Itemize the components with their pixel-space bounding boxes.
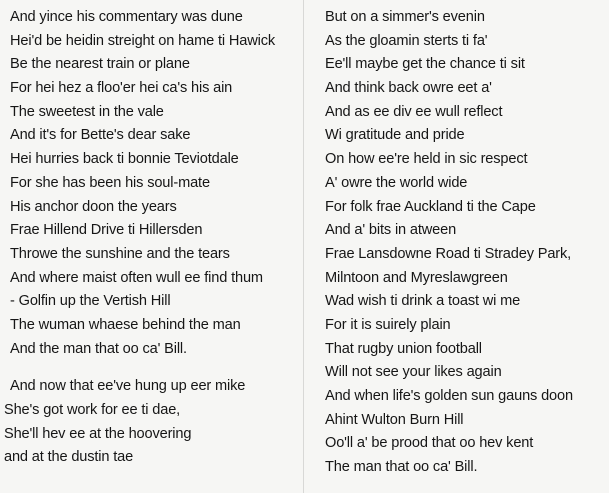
poem-line: And the man that oo ca' Bill. (10, 340, 187, 357)
poem-line: For it is suirely plain (325, 316, 451, 333)
poem-line: And when life's golden sun gauns doon (325, 388, 573, 404)
poem-line: and at the dustin tae (4, 449, 134, 466)
poem-line: Be the nearest train or plane (10, 56, 190, 73)
poem-line: For she has been his soul-mate (10, 174, 210, 191)
poem-line: - Golfin up the Vertish Hill (10, 293, 171, 310)
poem-line: And now that ee've hung up eer mike (10, 378, 246, 395)
poem-line: Will not see your likes again (325, 364, 502, 381)
poem-line: Ee'll maybe get the chance ti sit (325, 56, 525, 73)
poem-line: And it's for Bette's dear sake (10, 127, 191, 144)
poem-line: Milntoon and Myreslawgreen (325, 269, 508, 286)
poem-line: Wad wish ti drink a toast wi me (325, 293, 521, 310)
poem-line: Frae Lansdowne Road ti Stradey Park, (325, 245, 572, 262)
poem-line: She'll hev ee at the hoovering (4, 425, 192, 442)
poem-line: And yince his commentary was dune (10, 9, 243, 25)
poem-line: A' owre the world wide (325, 174, 468, 191)
poem-line: Hei'd be heidin streight on hame ti Hawick (10, 32, 275, 49)
poem-line: She's got work for ee ti dae, (4, 402, 181, 418)
poem-line: That rugby union football (325, 340, 482, 357)
poem-line: And as ee div ee wull reflect (325, 103, 503, 120)
poem-column-right (325, 6, 607, 480)
poem-line: For folk frae Auckland ti the Cape (325, 198, 536, 215)
poem-line: Frae Hillend Drive ti Hillersden (10, 222, 203, 239)
poem-line: Oo'll a' be prood that oo hev kent (325, 435, 534, 452)
poem-line: His anchor doon the years (10, 198, 177, 215)
poem-line: And where maist often wull ee find thum (10, 269, 263, 286)
poem-line: On how ee're held in sic respect (325, 151, 528, 168)
poem-line: As the gloamin sterts ti fa' (325, 32, 488, 49)
poem-line: And think back owre eet a' (325, 80, 492, 97)
poem-line: The sweetest in the vale (10, 103, 164, 120)
poem-line: Wi gratitude and pride (325, 127, 465, 144)
poem-line: Hei hurries back ti bonnie Teviotdale (10, 151, 239, 168)
poem-line: The wuman whaese behind the man (10, 316, 241, 333)
poem-line: For hei hez a floo'er hei ca's his ain (10, 80, 233, 97)
poem-line: But on a simmer's evenin (325, 9, 485, 25)
poem-line: And a' bits in atween (325, 222, 457, 239)
stanza-break (10, 361, 302, 375)
poem-line: Throwe the sunshine and the tears (10, 245, 230, 262)
poem-line: The man that oo ca' Bill. (325, 459, 478, 476)
page-fold-divider (303, 0, 304, 493)
poem-line: Ahint Wulton Burn Hill (325, 411, 464, 428)
poem-column-left (4, 6, 302, 470)
